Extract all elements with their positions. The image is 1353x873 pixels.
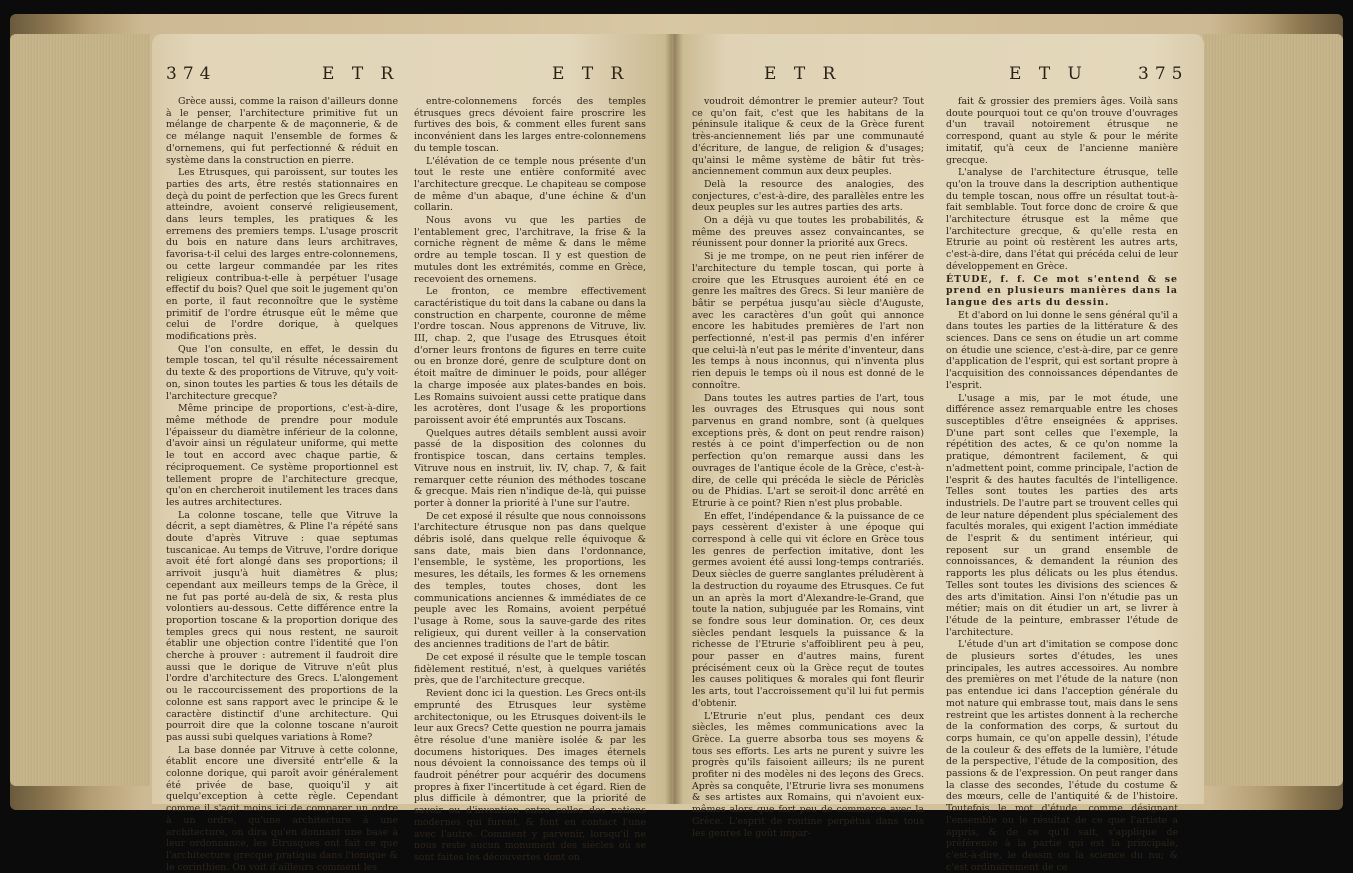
paragraph: Les Etrusques, qui paroissent, sur toutes les parties des arts, être restés stationnaires en deçà du point de perfection que les Grecs furent atteindre, avoient conservé religieusement, dans leurs temples, les pratiques & les erremens des premiers temps. L'usage proscrit du bois en nature dans leurs architraves, favorisa-t-il celui des larges entre-colonnemens, ou cette largeur commandée par les rites religieux contribua-t-elle à perpétuer l'usage effectif du bois? Quel que soit le jugement qu'on en porte, il faut reconnoître que le système primitif de l'ordre étrusque eût le même que celui de l'ordre dorique, à quelques modifications près.: [166, 167, 398, 343]
paragraph: Que l'on consulte, en effet, le dessin du temple toscan, tel qu'il résulte nécessairement du texte & des proportions de Vitruve, qu'y voit-on, sinon toutes les parties & tous les détails de l'architecture grecque?: [166, 343, 398, 402]
paragraph: De cet exposé il résulte que nous connoissons l'architecture étrusque non pas dans quelque débris isolé, dans quelque relle équivoque & sans date, mais bien dans l'ordonnance, l'ensemble, le système, les proportions, les mesures, les détails, les formes & les ornemens des temples, toutes choses, dont les communications anciennes & immédiates de ce peuple avec les Romains, avoient perpétué l'usage à Rome, sous la sauve-garde des rites religieux, qui durent veiller à la conservation des anciennes traditions de l'art de bâtir.: [414, 510, 646, 651]
running-head: E T U: [1009, 64, 1088, 84]
paragraph: Nous avons vu que les parties de l'entablement grec, l'architrave, la frise & la corniche règnent de même & dans le même ordre au temple toscan. Il y est question de mutules dont les extrémités, comme en Grèce, recevoient des ornemens.: [414, 215, 646, 285]
paragraph: L'étude d'un art d'imitation se compose donc de plusieurs sortes d'études, les unes principales, les autres accessoires. Au nombre des premières on met l'étude de la nature (non pas entendue ici dans l'acception générale du mot nature qui embrasse tout, mais dans le sens restreint que les artistes donnent à la recherche de la conformation des corps, & surtout du corps humain, ce qu'on appelle dessin), l'étude de la couleur & des effets de la lumière, l'étude de la perspective, l'étude de la composition, des passions & de l'expression. On peut ranger dans la classe des secondes, l'étude du costume & des mœurs, celle de l'antiquité & de l'histoire. Toutefois le mot d'étude, comme désignant l'ensemble ou le résultat de ce que l'artiste a appris, & de ce qu'il sait, s'applique de préférence à la partie qui est la principale, c'est-à-dire, le dessin ou la science du nu; & c'est ordinairement de ce: [946, 639, 1178, 873]
paragraph: Grèce aussi, comme la raison d'ailleurs donne à le penser, l'architecture primitive fut un mélange de charpente & de maçonnerie, & de ce mélange naquit l'ensemble de formes & d'ornemens, qui fut perfectionné & réduit en système dans la construction en pierre.: [166, 96, 398, 166]
text-column-1: [166, 96, 398, 873]
paragraph: L'analyse de l'architecture étrusque, telle qu'on la trouve dans la description authentique du temple toscan, nous offre un résultat tout-à-fait semblable. Tout force donc de croire & que l'architecture étrusque est la même que l'architecture grecque, & qu'elle resta en Etrurie au point où restèrent les autres arts, c'est-à-dire, dans l'état qui précéda celui de leur développement en Grèce.: [946, 167, 1178, 272]
paragraph: L'Etrurie n'eut plus, pendant ces deux siècles, les mêmes communications avec la Grèce. La guerre absorba tous ses moyens & tous ses efforts. Les arts ne purent y suivre les progrès qu'ils faisoient ailleurs; ils ne purent profiter ni des modèles ni des leçons des Grecs. Après sa conquête, l'Etrurie livra ses monumens & ses artistes aux Romains, qui n'avoient eux-mêmes alors que fort peu de commerce avec la Grèce. L'esprit de routine perpétua dans tous les genres le goût impar-: [692, 710, 924, 839]
page-edges-right: [1203, 34, 1343, 786]
paragraph: entre-colonnemens forcés des temples étrusques grecs dévoient faire proscrire les furtives des bois, & comment elles furent sans inconvénient dans les larges entre-colonnemens du temple toscan.: [414, 96, 646, 154]
text-column-2: [946, 96, 1178, 873]
paragraph: L'élévation de ce temple nous présente d'un tout le reste une entière conformité avec l'architecture grecque. Le chapiteau se compose de même d'un abaque, d'une échine & d'un collarin.: [414, 155, 646, 214]
page-edges-left: [10, 34, 150, 786]
paragraph: Si je me trompe, on ne peut rien inférer de l'architecture du temple toscan, qui porte à croire que les Etrusques auroient été en ce genre les maîtres des Grecs. Si leur manière de bâtir se perpétua jusqu'au siècle d'Auguste, avec les caractères d'un goût qui annonce encore les habitudes premières de l'art non perfectionné, n'est-il pas permis d'en inférer que celui-là n'eut pas le mérite d'inventeur, dans les temps à nous inconnus, qui n'inventa plus rien depuis le temps où il nous est donné de le connoître.: [692, 251, 924, 391]
book-gutter: [665, 34, 683, 804]
entry-heading-paragraph: ÉTUDE, f. f. Ce mot s'entend & se prend en plusieurs manières dans la langue des arts du dessin.: [946, 273, 1178, 308]
page-number: 374: [166, 64, 217, 84]
paragraph: Et d'abord on lui donne le sens général qu'il a dans toutes les parties de la littérature & des sciences. Dans ce sens on étudie un art comme on étudie une science, c'est-à-dire, par ce genre d'application de l'esprit, qui est sortant propre à l'acquisition des connoissances dépendantes de l'esprit.: [946, 309, 1178, 391]
paragraph: L'usage a mis, par le mot étude, une différence assez remarquable entre les choses susceptibles d'être enseignées & apprises. D'une part sont celles que l'exemple, la répétition des actes, & ce qu'on nomme la pratique, démontrent facilement, & qui n'admettent point, comme principale, l'action de l'esprit & des hautes facultés de l'intelligence. Telles sont toutes les parties des arts industriels. De l'autre part se trouvent celles qui de leur nature dépendent plus spécialement des facultés morales, qui exigent l'action immédiate de l'esprit & du sentiment intérieur, qui reposent sur un grand ensemble de connoissances, & demandent la réunion des rapports les plus délicats ou les plus étendus. Telles sont toutes les divisions des sciences & des arts d'imitation. Ainsi l'on n'étudie pas un métier; mais on dit étudier un art, se livrer à l'étude de la peinture, embrasser l'étude de l'architecture.: [946, 392, 1178, 638]
text-column-2: [414, 96, 646, 863]
running-head: E T R: [764, 64, 842, 84]
running-head: E T R: [322, 64, 400, 84]
paragraph: La colonne toscane, telle que Vitruve la décrit, a sept diamètres, & Pline l'a répété sans doute d'après Vitruve : quae septumas tuscanicae. Au temps de Vitruve, l'ordre dorique avoit été fort alongé dans ses proportions; il arrivoit jusqu'à huit diamètres & plus; cependant aux meilleurs temps de la Grèce, il ne fut pas porté au-delà de six, & resta plus volontiers au-dessous. Cette différence entre la proportion toscane & la proportion dorique des temples grecs qui nous restent, ne sauroit établir une objection contre l'identité que l'on cherche à prouver : autrement il faudroit dire aussi que le dorique de Vitruve n'eût plus l'ordre d'architecture des Grecs. L'alongement ou le raccourcissement des proportions de la colonne est sans rapport avec le principe & le caractère distinctif d'une architecture. Qui pourroit dire que la colonne toscane n'auroit pas aussi subi quelques variations à Rome?: [166, 509, 398, 743]
paragraph: Revient donc ici la question. Les Grecs ont-ils emprunté des Etrusques leur système architectonique, ou les Etrusques doivent-ils le leur aux Grecs? Cette question ne pourra jamais être résolue d'une manière isolée & par les documens historiques. Des images éternels nous dévoient la connoissance des temps où il faudroit pénétrer pour acquérir des documens propres à fixer l'incertitude à cet égard. Rien de plus difficile à démontrer, que la priorité de savoir ou d'invention entre celles des nations modernes qui furent, & font en contact l'une avec l'autre. Comment y parvenir, lorsqu'il ne nous reste aucun monument des siècles où se sont faites les découvertes dont on: [414, 688, 646, 863]
paragraph: La base donnée par Vitruve à cette colonne, établit encore une diversité entr'elle & la colonne dorique, qui paroît avoir généralement été privée de base, quoiqu'il y ait quelqu'exception à cette règle. Cependant comme il s'agit moins ici de comparer un ordre à un ordre, qu'une architecture à une architecture, on dira qu'en donnant une base à leur ordonnance, les Etrusques ont fait ce que l'architecture grecque pratiqua dans l'ionique & le corinthien. On voit d'ailleurs comment les: [166, 744, 398, 873]
paragraph: voudroit démontrer le premier auteur? Tout ce qu'on fait, c'est que les habitans de la péninsule italique & ceux de la Grèce furent très-anciennement liés par une communauté d'écriture, de langue, de religion & d'usages; qu'ainsi le même système de bâtir fut très-anciennement commun aux deux peuples.: [692, 96, 924, 178]
paragraph: En effet, l'indépendance & la puissance de ce pays cessèrent d'exister à une époque qui correspond à celle qui vit éclore en Grèce tous les genres de perfection imitative, dont les germes avoient été aussi long-temps contrariés. Deux siècles de guerre sanglantes préludèrent à la destruction du royaume des Etrusques. Ce fut un an après la mort d'Alexandre-le-Grand, que toute la nation, subjuguée par les Romains, vint se fondre sous leur domination. Or, ces deux siècles pendant lesquels la puissance & la richesse de l'Etrurie s'affoiblirent peu à peu, pour passer en d'autres mains, furent précisément ceux où la Grèce reçut de toutes les causes politiques & morales qui font fleurir les arts, tout l'accroissement qu'il lui fut permis d'obtenir.: [692, 510, 924, 709]
paragraph: fait & grossier des premiers âges. Voilà sans doute pourquoi tout ce qu'on trouve d'ouvrages d'un travail notoirement étrusque ne correspond, quant au style & pour le mérite imitatif, qu'à ceux de l'ancienne manière grecque.: [946, 96, 1178, 166]
page-number: 375: [1138, 64, 1189, 84]
paragraph: Même principe de proportions, c'est-à-dire, même méthode de prendre pour module l'épaisseur du diamètre inférieur de la colonne, d'avoir ainsi un régulateur uniforme, qui mette le tout en accord avec chaque partie, & réciproquement. Ce système proportionnel est tellement propre de l'architecture grecque, qu'on en chercheroit inutilement les traces dans les autres architectures.: [166, 403, 398, 508]
text-column-1: [692, 96, 924, 839]
paragraph: Dans toutes les autres parties de l'art, tous les ouvrages des Etrusques qui nous sont parvenus en grand nombre, sont (à quelques exceptions près, & dont on peut rendre raison) restés à ce point d'imperfection ou de non perfection qu'on remarque aussi dans les ouvrages de l'antique école de la Grèce, c'est-à-dire, de celle qui précéda le siècle de Périclès ou de Phidias. L'art se seroit-il donc arrêté en Etrurie à ce point? Rien n'est plus probable.: [692, 392, 924, 509]
right-page: [674, 34, 1204, 873]
paragraph: Quelques autres détails semblent aussi avoir passé de la disposition des colonnes du frontispice toscan, dans certains temples. Vitruve nous en instruit, liv. IV, chap. 7, & fait remarquer cette réunion des méthodes toscane & grecque. Mais rien n'indique de-là, qui puisse porter à donner la priorité à l'une sur l'autre.: [414, 427, 646, 509]
left-page: [152, 34, 672, 873]
paragraph: Delà la resource des analogies, des conjectures, c'est-à-dire, des parallèles entre les deux peuples sur les autres parties des arts.: [692, 178, 924, 214]
paragraph: On a déjà vu que toutes les probabilités, & même des preuves assez convaincantes, se réunissent pour donner la priorité aux Grecs.: [692, 215, 924, 250]
paragraph: De cet exposé il résulte que le temple toscan fidèlement restitué, n'est, à quelques variétés près, que de l'architecture grecque.: [414, 652, 646, 687]
running-head: E T R: [552, 64, 630, 84]
paragraph: Le fronton, ce membre effectivement caractéristique du toit dans la cabane ou dans la construction en charpente, couronne de même l'ordre toscan. Nous apprenons de Vitruve, liv. III, chap. 2, que l'usage des Etrusques étoit d'orner leurs frontons de figures en terre cuite ou en bronze doré, genre de sculpture dont on étoit maître de diminuer le poids, pour alléger la charge imposée aux plates-bandes en bois. Les Romains suivoient aussi cette pratique dans les acrotères, dont l'usage & les proportions paroissent avoir été empruntés aux Toscans.: [414, 286, 646, 426]
open-book: [10, 14, 1343, 873]
